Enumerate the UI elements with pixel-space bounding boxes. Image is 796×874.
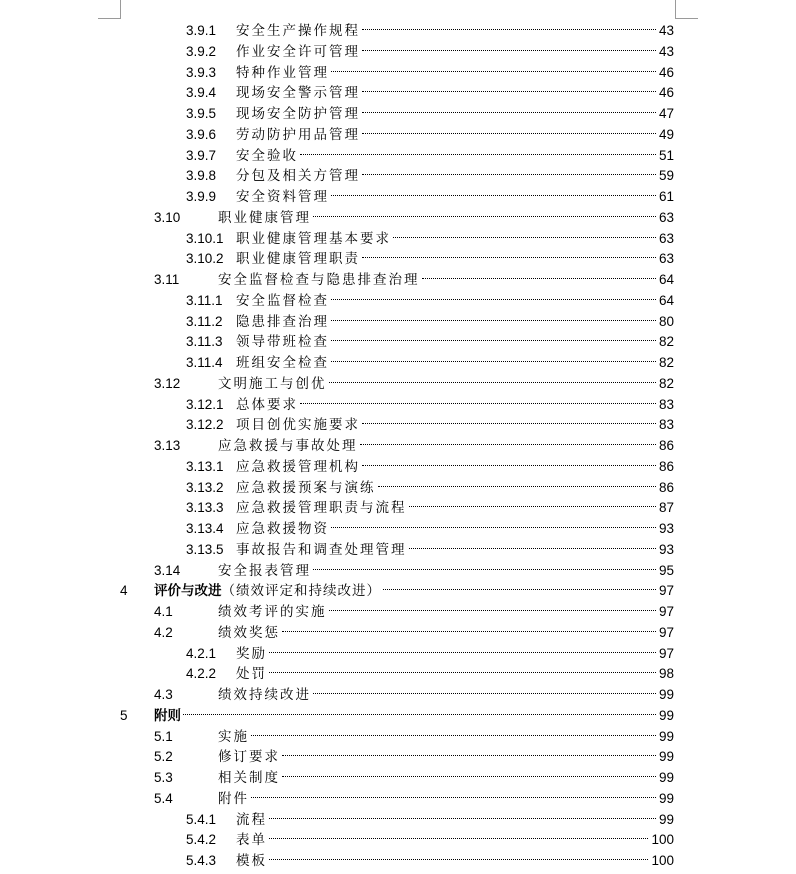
toc-entry[interactable]: [0, 768, 796, 789]
toc-dot-leader: [329, 609, 656, 611]
toc-entry-title: 奖励: [236, 644, 267, 665]
toc-page-number: 86: [658, 479, 674, 495]
toc-page-number: 93: [658, 521, 674, 536]
toc-dot-leader: [269, 671, 656, 673]
toc-entry-number: 3.11.4: [186, 355, 223, 370]
toc-dot-leader: [362, 173, 656, 175]
toc-entry[interactable]: [0, 249, 796, 270]
toc-entry-title: 模板: [236, 851, 267, 872]
toc-dot-leader: [300, 153, 656, 155]
toc-page-number: 82: [658, 334, 674, 350]
toc-entry-title: 特种作业管理: [236, 63, 329, 84]
toc-page-number: 64: [658, 272, 674, 287]
toc-page-number: 100: [651, 832, 674, 848]
toc-page-number: 97: [658, 624, 674, 640]
toc-entry[interactable]: [0, 540, 796, 561]
toc-dot-leader: [362, 49, 656, 51]
toc-entry[interactable]: [0, 623, 796, 644]
toc-page-number: 97: [658, 583, 674, 599]
toc-dot-leader: [362, 256, 656, 258]
toc-entry-number: 3.13.1: [186, 458, 224, 474]
toc-entry-number: 3.11.3: [186, 334, 223, 350]
toc-entry-number: 5.2: [154, 749, 173, 765]
toc-entry[interactable]: [0, 664, 796, 685]
toc-entry-title: 作业安全许可管理: [236, 42, 360, 63]
toc-dot-leader: [269, 837, 648, 839]
toc-entry-title: 安全监督检查与隐患排查治理: [218, 270, 420, 291]
toc-page-number: 93: [658, 541, 674, 557]
toc-entry-number: 4.3: [154, 687, 173, 702]
toc-dot-leader: [269, 817, 656, 819]
toc-entry-title: 职业健康管理: [218, 208, 311, 229]
toc-dot-leader: [313, 568, 656, 570]
toc-entry[interactable]: [0, 353, 796, 374]
toc-entry[interactable]: [0, 146, 796, 167]
toc-page-number: 63: [658, 251, 674, 267]
toc-dot-leader: [331, 526, 656, 528]
toc-dot-leader: [383, 588, 656, 590]
toc-entry-title: 现场安全警示管理: [236, 83, 360, 104]
toc-entry[interactable]: [0, 747, 796, 768]
toc-dot-leader: [329, 381, 656, 383]
toc-entry[interactable]: [0, 706, 796, 727]
toc-entry-title: 项目创优实施要求: [236, 415, 360, 436]
toc-entry-number: 3.11.1: [186, 292, 223, 308]
toc-entry[interactable]: [0, 291, 796, 312]
toc-dot-leader: [362, 28, 656, 30]
toc-entry-number: 3.9.4: [186, 85, 217, 101]
toc-dot-leader: [409, 505, 656, 507]
toc-entry-number: 5.4.2: [186, 832, 217, 848]
toc-dot-leader: [331, 339, 656, 341]
toc-entry-title: 绩效考评的实施: [218, 602, 327, 623]
toc-dot-leader: [282, 775, 656, 777]
toc-entry[interactable]: [0, 561, 796, 582]
toc-entry-title: 绩效持续改进: [218, 685, 311, 706]
toc-entry-title: 安全生产操作规程: [236, 21, 360, 42]
toc-entry-number: 3.13.2: [186, 479, 224, 495]
toc-entry-number: 3.9.3: [186, 64, 217, 80]
crop-mark-top-left: [98, 0, 121, 19]
toc-entry-number: 3.9.2: [186, 43, 217, 59]
toc-dot-leader: [183, 713, 656, 715]
toc-entry-title: 绩效奖惩: [218, 623, 280, 644]
toc-page-number: 86: [658, 438, 674, 453]
toc-entry-number: 3.10.1: [186, 230, 224, 246]
toc-page-number: 51: [658, 147, 674, 163]
toc-entry-title: 安全资料管理: [236, 187, 329, 208]
toc-page-number: 99: [658, 811, 674, 827]
toc-entry[interactable]: [0, 457, 796, 478]
toc-entry-title: 附则: [154, 706, 181, 727]
toc-page-number: 46: [658, 64, 674, 80]
toc-entry-title: 实施: [218, 727, 249, 748]
toc-dot-leader: [331, 360, 656, 362]
toc-entry-title: 修订要求: [218, 747, 280, 768]
toc-entry-title: 处罚: [236, 664, 267, 685]
toc-entry-title: 应急救援管理职责与流程: [236, 498, 407, 519]
toc-entry-number: 3.9.9: [186, 189, 217, 204]
toc-page-number: 64: [658, 292, 674, 308]
toc-entry[interactable]: [0, 332, 796, 353]
toc-page-number: 97: [658, 645, 674, 661]
toc-entry-number: 3.14: [154, 562, 181, 578]
toc-dot-leader: [362, 464, 656, 466]
toc-page-number: 82: [658, 375, 674, 391]
toc-entry-title: 总体要求: [236, 395, 298, 416]
toc-entry-number: 3.13.3: [186, 500, 224, 516]
toc-entry-title: 现场安全防护管理: [236, 104, 360, 125]
toc-entry[interactable]: [0, 312, 796, 333]
toc-entry[interactable]: [0, 415, 796, 436]
toc-page-number: 98: [658, 666, 674, 682]
toc-dot-leader: [362, 422, 656, 424]
toc-entry-title: 领导带班检查: [236, 332, 329, 353]
toc-page-number: 80: [658, 313, 674, 329]
toc-page-number: 99: [658, 728, 674, 744]
toc-entry-title: 表单: [236, 830, 267, 851]
toc-page-number: 82: [658, 355, 674, 370]
toc-entry-number: 3.9.1: [186, 23, 217, 38]
toc-entry-title: 安全验收: [236, 146, 298, 167]
toc-entry[interactable]: [0, 519, 796, 540]
toc-entry-number: 3.11.2: [186, 313, 223, 329]
toc-entry[interactable]: [0, 830, 796, 851]
toc-entry-title: 应急救援物资: [236, 519, 329, 540]
toc-page-number: 95: [658, 562, 674, 578]
toc-entry-number: 3.13.5: [186, 541, 224, 557]
toc-entry[interactable]: [0, 208, 796, 229]
toc-page-number: 83: [658, 396, 674, 412]
toc-entry[interactable]: [0, 270, 796, 291]
toc-entry-title: 应急救援预案与演练: [236, 478, 376, 499]
toc-entry-title: 文明施工与创优: [218, 374, 327, 395]
toc-entry-number: 5.1: [154, 728, 173, 744]
toc-entry[interactable]: [0, 478, 796, 499]
toc-entry[interactable]: [0, 727, 796, 748]
toc-dot-leader: [251, 796, 656, 798]
toc-entry[interactable]: [0, 644, 796, 665]
toc-entry[interactable]: [0, 810, 796, 831]
toc-entry-number: 3.12.2: [186, 417, 224, 433]
toc-dot-leader: [362, 111, 656, 113]
toc-dot-leader: [362, 90, 656, 92]
toc-page-number: 87: [658, 500, 674, 516]
toc-entry-title: 劳动防护用品管理: [236, 125, 360, 146]
toc-entry-title: 应急救援管理机构: [236, 457, 360, 478]
toc-entry-number: 4.2: [154, 624, 173, 640]
toc-entry-number: 5.3: [154, 770, 173, 785]
toc-dot-leader: [331, 70, 656, 72]
toc-entry-title: 附件: [218, 789, 249, 810]
toc-entry-number: 3.9.8: [186, 168, 217, 184]
toc-entry-title: 流程: [236, 810, 267, 831]
toc-entry-number: 4.1: [154, 604, 173, 619]
toc-page-number: 99: [658, 707, 674, 723]
toc-entry-title: 评价与改进: [154, 581, 222, 602]
toc-entry-number: 3.10: [154, 209, 181, 225]
toc-entry-number: 5.4.3: [186, 853, 217, 868]
toc-dot-leader: [313, 692, 656, 694]
toc-entry[interactable]: [0, 789, 796, 810]
toc-entry[interactable]: [0, 229, 796, 250]
toc-page-number: 99: [658, 790, 674, 806]
toc-entry[interactable]: [0, 374, 796, 395]
toc-entry-number: 5: [120, 707, 128, 723]
toc-entry[interactable]: [0, 187, 796, 208]
toc-page-number: 99: [658, 770, 674, 785]
toc-page-number: 97: [658, 604, 674, 619]
toc-entry-number: 3.12: [154, 375, 181, 391]
toc-dot-leader: [331, 298, 656, 300]
toc-dot-leader: [300, 402, 656, 404]
toc-dot-leader: [251, 734, 656, 736]
crop-mark-top-right: [675, 0, 698, 19]
toc-entry[interactable]: [0, 104, 796, 125]
toc-page-number: 59: [658, 168, 674, 184]
toc-entry-title: 安全报表管理: [218, 561, 311, 582]
toc-dot-leader: [331, 319, 656, 321]
toc-entry-title: 职业健康管理职责: [236, 249, 360, 270]
toc-dot-leader: [282, 630, 656, 632]
toc-page-number: 86: [658, 458, 674, 474]
toc-entry[interactable]: [0, 21, 796, 42]
toc-entry-number: 5.4: [154, 790, 173, 806]
toc-entry-title: 班组安全检查: [236, 353, 329, 374]
toc-dot-leader: [331, 194, 656, 196]
toc-entry-number: 4: [120, 583, 128, 599]
toc-dot-leader: [313, 215, 656, 217]
toc-entry-title: 安全监督检查: [236, 291, 329, 312]
toc-entry-number: 3.11: [154, 272, 180, 287]
toc-page-number: 46: [658, 85, 674, 101]
toc-page-number: 99: [658, 687, 674, 702]
toc-entry[interactable]: [0, 602, 796, 623]
toc-dot-leader: [422, 277, 656, 279]
toc-page-number: 63: [658, 230, 674, 246]
toc-page-number: 63: [658, 209, 674, 225]
toc-entry-number: 3.9.5: [186, 106, 217, 121]
toc-page-number: 49: [658, 126, 674, 142]
toc-dot-leader: [362, 132, 656, 134]
toc-dot-leader: [393, 236, 656, 238]
toc-entry[interactable]: [0, 685, 796, 706]
toc-entry[interactable]: [0, 42, 796, 63]
toc-dot-leader: [409, 547, 656, 549]
toc-dot-leader: [378, 485, 656, 487]
toc-page-number: 83: [658, 417, 674, 433]
toc-entry[interactable]: [0, 63, 796, 84]
toc-dot-leader: [269, 651, 656, 653]
toc-entry[interactable]: [0, 125, 796, 146]
toc-dot-leader: [360, 443, 656, 445]
toc-entry[interactable]: [0, 83, 796, 104]
toc-entry-title: 应急救援与事故处理: [218, 436, 358, 457]
toc-page-number: 61: [658, 189, 674, 204]
toc-entry[interactable]: [0, 395, 796, 416]
toc-entry[interactable]: [0, 851, 796, 872]
toc-dot-leader: [269, 858, 648, 860]
toc-page-number: 43: [658, 43, 674, 59]
toc-entry-title: 相关制度: [218, 768, 280, 789]
toc-dot-leader: [282, 754, 656, 756]
toc-page-number: 99: [658, 749, 674, 765]
toc-entry[interactable]: [0, 498, 796, 519]
table-of-contents: [0, 21, 796, 872]
toc-entry-number: 4.2.1: [186, 645, 217, 661]
toc-entry-title: 事故报告和调查处理管理: [236, 540, 407, 561]
toc-entry[interactable]: [0, 581, 796, 602]
toc-entry[interactable]: [0, 166, 796, 187]
toc-entry-number: 3.13.4: [186, 521, 224, 536]
toc-entry-number: 3.10.2: [186, 251, 224, 267]
toc-entry-title: 分包及相关方管理: [236, 166, 360, 187]
toc-entry-number: 3.13: [154, 438, 181, 453]
toc-page-number: 100: [651, 853, 674, 868]
toc-entry-number: 5.4.1: [186, 811, 217, 827]
toc-entry-number: 3.12.1: [186, 396, 224, 412]
toc-entry-title-suffix: （绩效评定和持续改进）: [222, 581, 382, 602]
toc-entry-number: 4.2.2: [186, 666, 217, 682]
toc-entry[interactable]: [0, 436, 796, 457]
toc-entry-number: 3.9.7: [186, 147, 217, 163]
toc-entry-title: 隐患排查治理: [236, 312, 329, 333]
toc-entry-title: 职业健康管理基本要求: [236, 229, 391, 250]
toc-page-number: 43: [658, 23, 674, 38]
toc-page-number: 47: [658, 106, 674, 121]
toc-entry-number: 3.9.6: [186, 126, 217, 142]
